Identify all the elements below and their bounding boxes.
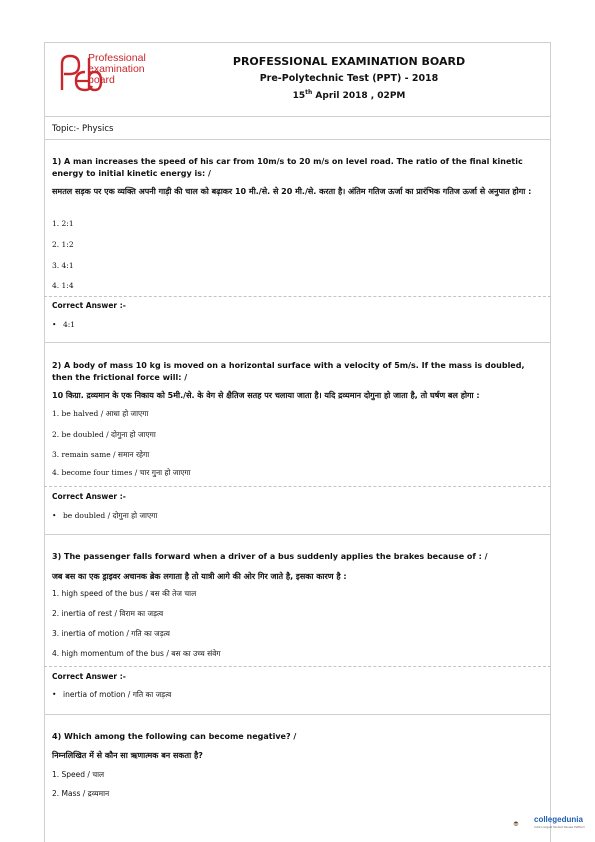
bullet-icon: • xyxy=(52,511,57,520)
q2-correct-answer xyxy=(52,511,157,521)
logo-line-2: examination xyxy=(88,63,145,75)
q3-option-4: 4. high momentum of the bus / बस का उच्च संवेग xyxy=(52,649,221,658)
question-separator xyxy=(44,714,551,715)
board-title: PROFESSIONAL EXAMINATION BOARD xyxy=(232,55,466,68)
q4-option-2: 2. Mass / द्रव्यमान xyxy=(52,789,110,798)
question-1-hindi: समतल सड़क पर एक व्यक्ति अपनी गाड़ी की चाल को बढ़ाकर 10 मी./से. से 20 मी./से. करता है। अंतिम गतिज ऊर्जा का प्रारंभिक गतिज ऊर्जा से अनुपात होगा : xyxy=(52,187,532,196)
q1-answer-text: 4:1 xyxy=(63,320,76,329)
q2-option-4: 4. become four times / चार गुना हो जाएगा xyxy=(52,468,191,477)
q3-option-2: 2. inertia of rest / विराम का जड़त्व xyxy=(52,609,164,618)
q3-correct-answer-label: Correct Answer :- xyxy=(52,672,126,681)
question-2-hindi: 10 किग्रा. द्रव्यमान के एक निकाय को 5मी./से. के वेग से क्षैतिज सतह पर चलाया जाता है। यदि द्रव्यमान दोगुना हो जाता है, तो घर्षण बल होगा : xyxy=(52,391,480,400)
question-separator xyxy=(44,534,551,535)
logo-line-3: board xyxy=(88,74,115,86)
q2-correct-answer-label: Correct Answer :- xyxy=(52,492,126,501)
divider xyxy=(44,296,551,297)
question-4-hindi: निम्नलिखित में से कौन सा ऋणात्मक बन सकता है? xyxy=(52,751,203,760)
q1-correct-answer-label: Correct Answer :- xyxy=(52,301,126,310)
q1-correct-answer xyxy=(52,320,75,329)
topic-label: Topic:- Physics xyxy=(52,124,114,134)
collegedunia-brand: collegedunia xyxy=(534,815,583,824)
exam-subtitle: Pre-Polytechnic Test (PPT) - 2018 xyxy=(259,73,439,84)
date-day: 15 xyxy=(292,91,306,101)
divider xyxy=(44,486,551,487)
q4-option-1: 1. Speed / चाल xyxy=(52,770,105,779)
logo-wordmark xyxy=(88,53,146,86)
q2-option-2: 2. be doubled / दोगुना हो जाएगा xyxy=(52,430,156,439)
q2-option-3: 3. remain same / समान रहेगा xyxy=(52,450,150,459)
q1-option-1: 1. 2:1 xyxy=(52,219,74,228)
q2-answer-text: be doubled / दोगुना हो जाएगा xyxy=(63,511,158,520)
header-bottom-rule xyxy=(44,116,551,117)
q3-option-3: 3. inertia of motion / गति का जड़त्व xyxy=(52,629,170,638)
q2-option-1: 1. be halved / आधा हो जाएगा xyxy=(52,409,149,418)
page-frame-right xyxy=(550,42,551,842)
q1-option-4: 4. 1:4 xyxy=(52,281,74,290)
question-2-english: 2) A body of mass 10 kg is moved on a horizontal surface with a velocity of 5m/s. If the mass is doubled, then the frictional force will: / xyxy=(52,361,525,382)
date-rest: April 2018 , 02PM xyxy=(312,91,406,101)
topic-bottom-rule xyxy=(44,139,551,140)
q1-option-2: 2. 1:2 xyxy=(52,240,74,249)
question-separator xyxy=(44,342,551,343)
question-3-english: 3) The passenger falls forward when a driver of a bus suddenly applies the brakes because of : / xyxy=(52,552,488,561)
frame-top-rule xyxy=(44,42,551,43)
divider xyxy=(44,666,551,667)
page-frame-left xyxy=(44,42,45,842)
question-1-english: 1) A man increases the speed of his car from 10m/s to 20 m/s on level road. The ratio of the final kinetic energy to initial kinetic energy is: / xyxy=(52,157,523,178)
logo-line-1: Professional xyxy=(88,52,146,64)
q3-option-1: 1. high speed of the bus / बस की तेज चाल xyxy=(52,589,197,598)
exam-date xyxy=(164,89,534,101)
q3-correct-answer xyxy=(52,690,171,700)
q3-answer-text: inertia of motion / गति का जड़त्व xyxy=(63,690,172,699)
question-3-hindi: जब बस का एक ड्राइवर अचानक ब्रेक लगाता है तो यात्री आगे की ओर गिर जाते है, इसका कारण है : xyxy=(52,572,347,581)
q1-option-3: 3. 4:1 xyxy=(52,261,74,270)
bullet-icon: • xyxy=(52,690,57,699)
question-4-english: 4) Which among the following can become negative? / xyxy=(52,732,297,741)
bullet-icon: • xyxy=(52,320,57,329)
date-suffix: th xyxy=(305,89,313,96)
collegedunia-mascot-icon xyxy=(513,813,535,835)
collegedunia-tagline: India's largest Student Review Platform xyxy=(534,826,586,829)
